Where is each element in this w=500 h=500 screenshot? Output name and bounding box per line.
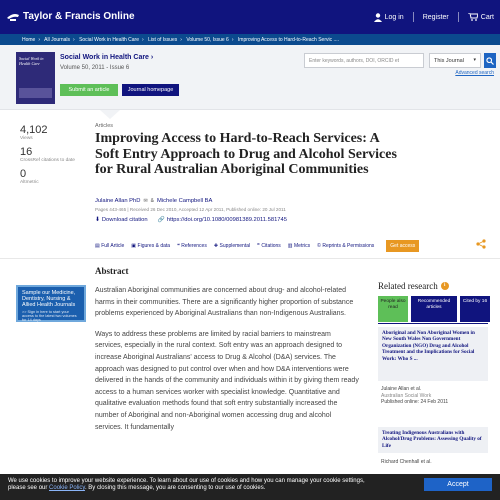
abstract-body bbox=[95, 285, 360, 442]
header-notch bbox=[100, 110, 120, 119]
advanced-search-link[interactable]: Advanced search bbox=[455, 70, 494, 76]
email-icon[interactable]: ✉ bbox=[143, 198, 148, 204]
citation-icon: ❞ bbox=[257, 243, 260, 249]
accept-cookies-button[interactable]: Accept bbox=[424, 478, 492, 491]
cover-title: Social Work in Health Care bbox=[19, 56, 44, 67]
related-article-meta bbox=[381, 386, 448, 406]
image-icon: ▣ bbox=[131, 243, 137, 249]
cart-link[interactable] bbox=[468, 13, 494, 21]
breadcrumb-item[interactable]: Social Work in Health Care bbox=[79, 37, 139, 43]
author-link[interactable]: Michele Campbell BA bbox=[157, 198, 213, 204]
divider bbox=[0, 258, 500, 259]
cart-label: Cart bbox=[480, 13, 494, 21]
tab-supplemental[interactable] bbox=[214, 243, 250, 249]
register-link[interactable] bbox=[423, 14, 449, 21]
altmetric-count[interactable]: 0 bbox=[20, 167, 27, 180]
related-published: Published online: 24 Feb 2011 bbox=[381, 399, 449, 405]
journal-volume[interactable]: Volume 50, 2011 - Issue 6 bbox=[60, 65, 130, 71]
author-list bbox=[95, 198, 212, 204]
chevron-right-icon: › bbox=[231, 37, 234, 43]
views-label: Views bbox=[20, 136, 33, 141]
login-link[interactable] bbox=[374, 13, 404, 22]
views-count: 4,102 bbox=[20, 124, 48, 136]
article-type: Articles bbox=[95, 123, 114, 129]
article-metrics bbox=[20, 124, 80, 189]
tab-label: Citations bbox=[261, 243, 281, 249]
divider bbox=[413, 12, 414, 22]
breadcrumb bbox=[0, 34, 500, 45]
quote-icon: ❝ bbox=[177, 243, 180, 249]
download-icon: ⬇ bbox=[95, 217, 100, 223]
doi-label: https://doi.org/10.1080/00981389.2011.581745 bbox=[166, 217, 287, 223]
citation-row bbox=[95, 217, 287, 223]
tab-reprints[interactable] bbox=[317, 243, 374, 249]
journal-cover[interactable] bbox=[16, 52, 55, 104]
related-article-title[interactable]: Treating Indigenous Australians with Alcohol/Drug Problems: Assessing Quality of Life bbox=[378, 427, 488, 453]
search-button[interactable] bbox=[484, 53, 496, 68]
author-link[interactable]: Julaine Allan PhD bbox=[95, 198, 141, 204]
tab-cited-by[interactable]: Cited by 16 bbox=[460, 296, 490, 322]
breadcrumb-item[interactable]: Volume 50, Issue 6 bbox=[186, 37, 229, 43]
doi-link[interactable] bbox=[158, 217, 287, 223]
info-icon[interactable]: i bbox=[441, 282, 449, 290]
copyright-icon: © bbox=[317, 243, 321, 249]
cart-icon bbox=[468, 13, 478, 21]
related-title: Related research bbox=[378, 281, 438, 291]
cookie-text: We use cookies to improve your website experience. To learn about our use of cookies and how you can manage your cookie settings, bbox=[8, 478, 365, 484]
cookie-text-part: please see our bbox=[8, 485, 48, 491]
tab-recommended[interactable]: Recommended articles bbox=[411, 296, 457, 322]
document-icon: ▤ bbox=[95, 243, 100, 249]
publication-dates: Pages 443-465 | Received 26 Dec 2010, Accepted 12 Apr 2011, Published online: 20 Jul 2011 bbox=[95, 207, 286, 212]
tab-label: Full Article bbox=[101, 243, 125, 249]
cookie-policy-link[interactable]: Cookie Policy bbox=[49, 485, 85, 491]
journal-homepage-button[interactable]: Journal homepage bbox=[122, 84, 179, 96]
abstract-paragraph: Australian Aboriginal communities are concerned about drug- and alcohol-related harms in their communities. There are a significantly higher proportion of substance problems experienced by Aboriginal Australians than non-Indigenous Australians. bbox=[95, 287, 354, 318]
divider bbox=[458, 12, 459, 22]
related-article-meta bbox=[381, 459, 432, 466]
brand-name: Taylor & Francis Online bbox=[23, 10, 135, 22]
download-citation-link[interactable] bbox=[95, 217, 148, 223]
abstract-paragraph: Ways to address these problems are limited by racial barriers to mainstream services, especially in the rural context. Soft entry was an approach designed to increase Aboriginal Australians' access to Drug & Alcohol (D&A) services. The approach was designed to put control over when and how D&A interventions were delivered in the hands of the community and individuals within it by giving them ready access to a human services worker with specialist knowledge. Quantitative and qualitative evaluation methods found that soft entry substantially increased the number of Aboriginal and non-Aboriginal women accessing drug and alcohol services. It fundamentally bbox=[95, 330, 359, 431]
search-input[interactable]: Enter keywords, authors, DOI, ORCID et bbox=[304, 53, 424, 68]
search-icon bbox=[486, 57, 494, 65]
link-icon: 🔗 bbox=[157, 217, 165, 223]
chevron-right-icon: › bbox=[180, 37, 182, 43]
article-tabs bbox=[95, 240, 419, 252]
related-journal: Australian Social Work bbox=[381, 392, 432, 399]
tab-label: Supplemental bbox=[219, 243, 251, 249]
article-title: Improving Access to Hard-to-Reach Services: A Soft Entry Approach to Drug and Alcohol Services for Rural Australian Aboriginal Communities bbox=[95, 131, 397, 177]
scope-value: This Journal bbox=[434, 58, 464, 64]
tab-people-also-read[interactable]: People also read bbox=[378, 296, 408, 322]
related-authors: Richard Chenhall et al. bbox=[381, 459, 432, 465]
register-label: Register bbox=[422, 13, 449, 21]
tab-label: Reprints & Permissions bbox=[322, 243, 375, 249]
related-tabs bbox=[378, 296, 490, 322]
share-icon[interactable] bbox=[476, 239, 486, 252]
cookie-text-2 bbox=[8, 485, 492, 492]
share-glyph bbox=[476, 239, 486, 249]
tab-figures[interactable] bbox=[131, 243, 170, 249]
tab-label: Figures & data bbox=[137, 243, 171, 249]
chevron-right-icon: › bbox=[142, 37, 144, 43]
user-icon bbox=[374, 13, 382, 22]
tab-references[interactable] bbox=[177, 243, 207, 249]
tab-label: Metrics bbox=[294, 243, 311, 249]
lamp-icon bbox=[6, 10, 20, 22]
divider bbox=[378, 323, 488, 324]
related-authors: Julaine Allan et al. bbox=[381, 386, 422, 392]
crossref-count[interactable]: 16 bbox=[20, 145, 33, 158]
breadcrumb-item[interactable]: All Journals bbox=[44, 37, 70, 43]
breadcrumb-item[interactable]: List of Issues bbox=[148, 37, 178, 43]
tab-full-article[interactable] bbox=[95, 243, 124, 249]
chevron-right-icon: › bbox=[73, 37, 75, 43]
breadcrumb-item[interactable]: Home bbox=[22, 37, 36, 43]
related-research-heading bbox=[378, 281, 449, 291]
related-article-title[interactable]: Aboriginal and Non Aboriginal Women in New South Wales Non Government Organization (NGO) Drug and Alcohol Treatment and the Implications for Social Work: Who S ... bbox=[378, 327, 488, 381]
brand-logo[interactable] bbox=[6, 10, 135, 22]
abstract-heading: Abstract bbox=[95, 266, 129, 276]
sample-journals-ad[interactable] bbox=[16, 285, 86, 322]
breadcrumb-current: Improving Access to Hard-to-Reach Servic .... bbox=[237, 37, 340, 43]
crossref-label: CrossRef citations to date bbox=[20, 157, 75, 163]
bar-chart-icon: ▥ bbox=[287, 243, 293, 249]
submit-article-button[interactable]: Submit an article bbox=[60, 84, 118, 96]
author-info-icon[interactable]: & bbox=[150, 198, 154, 204]
ad-subtitle: >> Sign in here to start your access to the latest two volumes for 14 days bbox=[22, 309, 77, 323]
altmetric-label: Altmetric bbox=[20, 179, 39, 185]
download-label: Download citation bbox=[101, 217, 148, 223]
chevron-down-icon: ▾ bbox=[473, 57, 476, 63]
login-label: Log in bbox=[384, 13, 404, 21]
cookie-text-part: . By closing this message, you are consenting to our use of cookies. bbox=[84, 485, 266, 491]
tab-metrics[interactable] bbox=[288, 243, 310, 249]
tab-label: References bbox=[181, 243, 207, 249]
ad-title: Sample our Medicine, Dentistry, Nursing & Allied Health Journals bbox=[22, 290, 76, 309]
top-navbar bbox=[0, 0, 500, 34]
journal-title[interactable]: Social Work in Health Care › bbox=[60, 54, 154, 61]
chevron-right-icon: › bbox=[38, 37, 41, 43]
plus-icon: ✚ bbox=[213, 243, 219, 249]
search-scope-select[interactable] bbox=[429, 53, 481, 68]
get-access-button[interactable]: Get access bbox=[386, 240, 419, 252]
tab-citations[interactable] bbox=[257, 243, 281, 249]
